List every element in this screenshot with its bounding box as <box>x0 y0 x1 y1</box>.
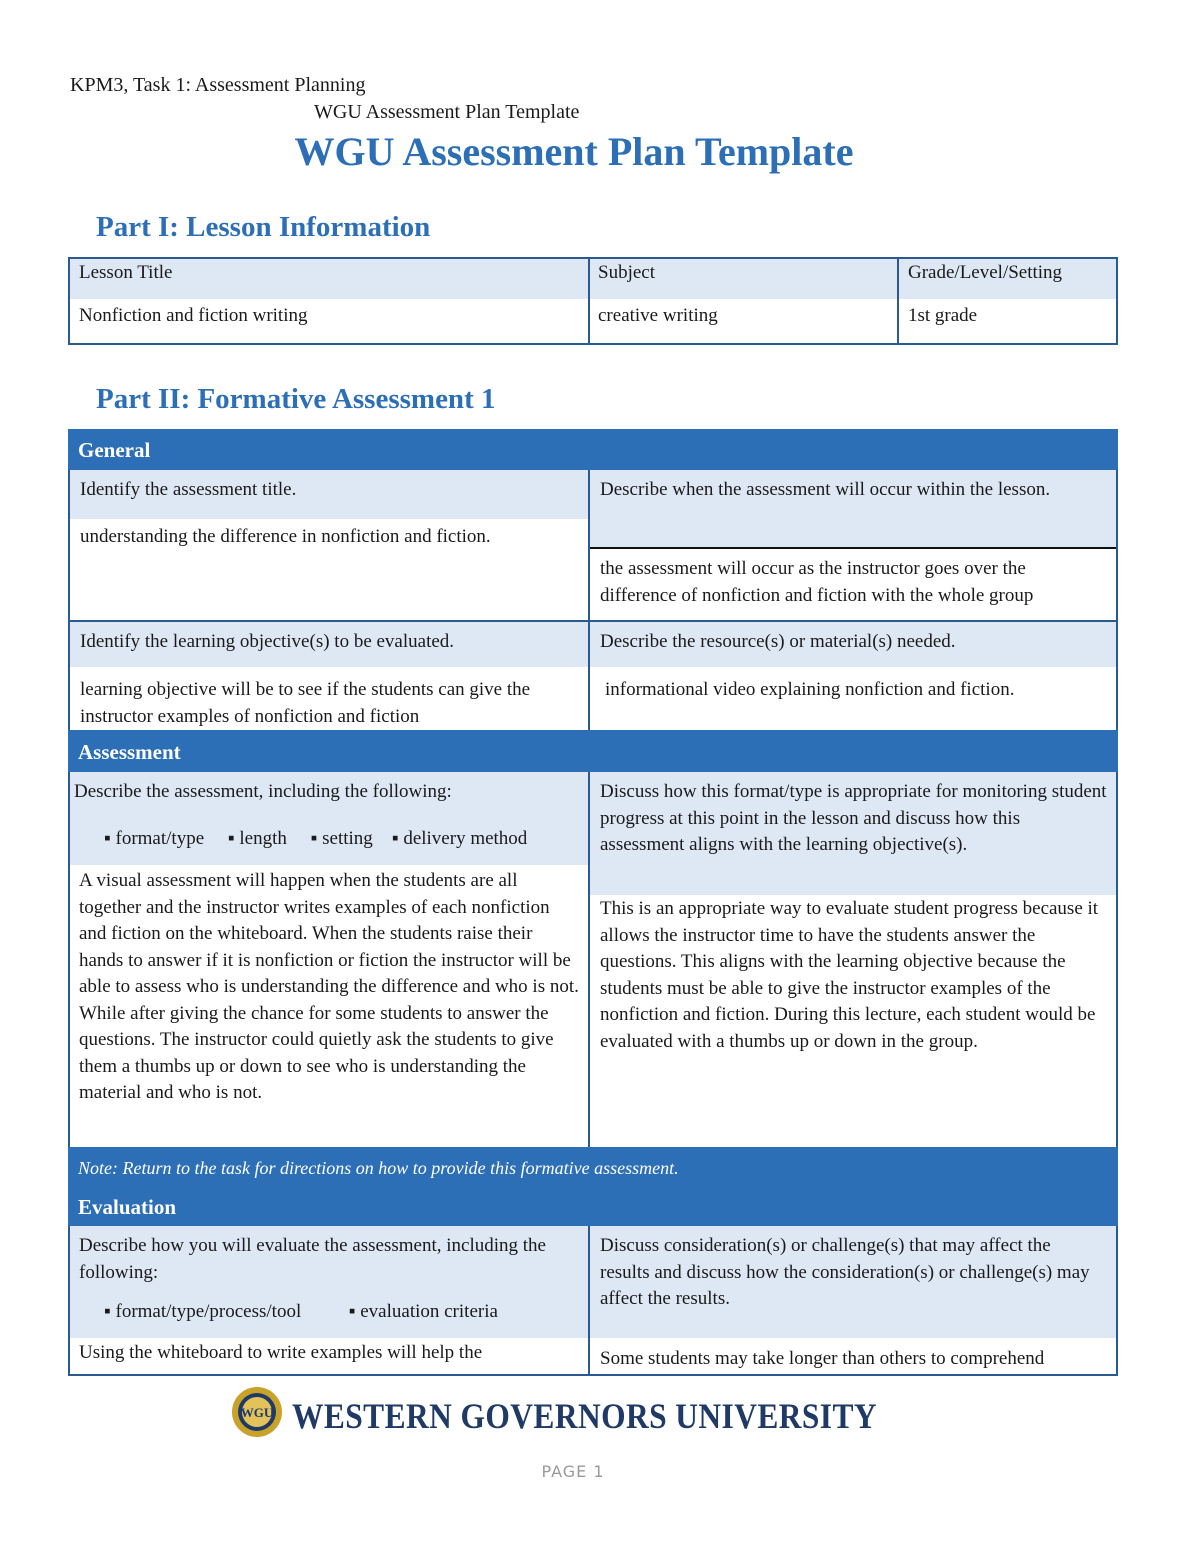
evaluation-discuss-answer: Some students may take longer than others to comprehend <box>600 1348 1045 1369</box>
column-divider <box>588 1226 590 1376</box>
general-band: General <box>68 429 1118 470</box>
evaluation-describe-prompt: Describe how you will evaluate the assessment, including the following: <box>79 1235 546 1283</box>
assessment-title-prompt: Identify the assessment title. <box>80 479 297 500</box>
lesson-title-value: Nonfiction and fiction writing <box>79 305 308 326</box>
seal-letters: WGU <box>240 1405 274 1420</box>
lesson-title-header: Lesson Title <box>79 262 173 283</box>
column-divider <box>588 259 590 343</box>
bullet-delivery-method: ▪ delivery method <box>391 828 528 849</box>
assessment-discuss-answer: This is an appropriate way to evaluate student progress because it allows the instructor time to have the students answer the questions. This aligns with the learning objective because the students must be able to give the instructor examples of the nonfiction and fiction. During this lecture, each student would be evaluated with a thumbs up or down in the group. <box>600 898 1099 1052</box>
row-divider <box>68 620 1118 622</box>
column-divider <box>897 259 899 343</box>
bullet-evaluation-criteria: ▪ evaluation criteria <box>348 1301 498 1322</box>
resources-answer: informational video explaining nonfiction and fiction. <box>605 679 1015 700</box>
grade-level-value: 1st grade <box>908 305 978 326</box>
running-header: KPM3, Task 1: Assessment Planning <box>70 74 366 96</box>
assessment-describe-answer: A visual assessment will happen when the students are all together and the instructor writes examples of each nonfiction and fiction on the whiteboard. When the students raise their hands to answer if it is nonfiction or fiction the instructor will be able to assess who is understanding the difference and who is not. While after giving the chance for some students to answer the questions. The instructor could quietly ask the students to give them a thumbs up or down to see who is understanding the material and who is not. <box>79 870 579 1103</box>
evaluation-describe-answer: Using the whiteboard to write examples will help the <box>79 1342 483 1363</box>
lesson-information-table <box>68 257 1118 345</box>
evaluation-discuss-prompt: Discuss consideration(s) or challenge(s) that may affect the results and discuss how the consideration(s) or challenge(s) may affect the results. <box>600 1235 1090 1309</box>
assessment-title-answer: understanding the difference in nonfiction and fiction. <box>80 526 491 547</box>
note-band: Note: Return to the task for directions on how to provide this formative assessment. <box>68 1147 1118 1187</box>
table-bottom-border <box>68 1374 1118 1376</box>
bullet-format-type: ▪ format/type <box>104 828 205 849</box>
wgu-logo <box>232 1384 882 1444</box>
assessment-discuss-prompt: Discuss how this format/type is appropriate for monitoring student progress at this point in the lesson and discuss how this assessment aligns with the learning objective(s). <box>600 781 1107 855</box>
running-subheader: WGU Assessment Plan Template <box>314 101 580 123</box>
grade-level-header: Grade/Level/Setting <box>908 262 1063 283</box>
timing-answer: the assessment will occur as the instructor goes over the difference of nonfiction and fiction with the whole group <box>600 558 1034 606</box>
bullet-format-process-tool: ▪ format/type/process/tool <box>104 1301 302 1322</box>
objective-answer: learning objective will be to see if the students can give the instructor examples of nonfiction and fiction <box>80 679 531 727</box>
assessment-bullets <box>104 826 584 853</box>
objective-prompt: Identify the learning objective(s) to be evaluated. <box>80 631 455 652</box>
assessment-describe-prompt: Describe the assessment, including the following: <box>74 781 452 802</box>
evaluation-bullets <box>104 1299 498 1326</box>
column-divider <box>588 772 590 1147</box>
wgu-logo-graphic <box>232 1384 882 1444</box>
column-divider <box>588 470 590 730</box>
subject-header: Subject <box>598 262 655 283</box>
row-divider <box>590 547 1116 549</box>
bullet-length: ▪ length <box>227 828 287 849</box>
evaluation-band: Evaluation <box>68 1187 1118 1226</box>
resources-prompt: Describe the resource(s) or material(s) needed. <box>600 631 956 652</box>
document-title: WGU Assessment Plan Template <box>294 129 854 174</box>
part2-heading: Part II: Formative Assessment 1 <box>96 383 496 415</box>
timing-prompt: Describe when the assessment will occur within the lesson. <box>600 479 1051 500</box>
assessment-band: Assessment <box>68 730 1118 772</box>
part1-heading: Part I: Lesson Information <box>96 211 431 243</box>
subject-value: creative writing <box>598 305 718 326</box>
bullet-setting: ▪ setting <box>310 828 373 849</box>
page-number: PAGE 1 <box>541 1462 605 1481</box>
university-name: WESTERN GOVERNORS UNIVERSITY <box>292 1396 877 1436</box>
